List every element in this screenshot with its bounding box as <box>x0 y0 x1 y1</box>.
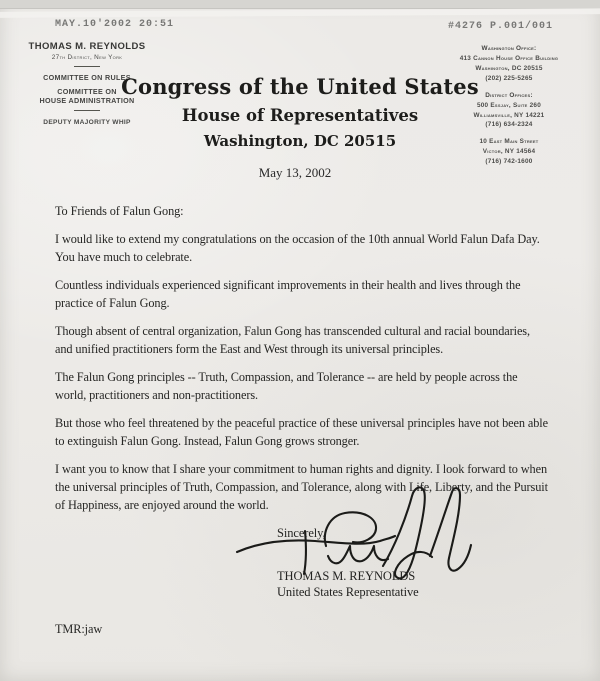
letter-body <box>55 202 549 638</box>
address-line: 413 Cannon House Office Building <box>459 54 559 62</box>
district-office-2-block <box>428 137 590 167</box>
address-line: Washington, DC 20515 <box>475 64 543 72</box>
member-name: THOMAS M. REYNOLDS <box>28 41 146 52</box>
paragraph: I would like to extend my congratulations on the occasion of the 10th annual World Falun Dafa Day. You have much to celebrate. <box>55 232 540 264</box>
paragraph: The Falun Gong principles -- Truth, Compassion, and Tolerance -- are held by people across the world, practitioners and non-practitioners. <box>55 370 518 402</box>
district-offices-label: District Offices: <box>485 91 533 99</box>
congress-title: Congress of the United States <box>121 74 479 99</box>
fax-page-info: #4276 P.001/001 <box>448 21 554 32</box>
phone-line: (202) 225-5265 <box>485 74 533 82</box>
letter-date: May 13, 2002 <box>258 165 332 180</box>
paragraph: Though absent of central organization, Falun Gong has transcended cultural and racial boundaries, and unified practitioners form the East and West through its universal principles. <box>55 324 530 356</box>
phone-line: (716) 634-2324 <box>485 121 533 129</box>
valediction: Sincerely, <box>277 526 326 540</box>
address-line: 500 Essjay, Suite 260 <box>476 101 542 109</box>
divider-rule <box>74 66 100 67</box>
address-line: Victor, NY 14564 <box>482 148 536 156</box>
paragraph: Countless individuals experienced significant improvements in their health and lives through the practice of Falun Gong. <box>55 278 521 310</box>
signer-title: United States Representative <box>277 585 419 599</box>
closing-block <box>277 524 549 600</box>
washington-office-block <box>428 44 590 84</box>
committee-line-2: HOUSE ADMINISTRATION <box>39 96 135 105</box>
scan-top-edge <box>0 0 600 9</box>
paper-top-edge <box>0 8 600 18</box>
paragraph: I want you to know that I share your commitment to human rights and dignity. I look forward to when the universal principles of Truth, Compassion, and Tolerance, along with Life, Liberty, and the Pursuit of Happiness, are enjoyed around the world. <box>55 462 548 512</box>
member-role: DEPUTY MAJORITY WHIP <box>43 119 131 126</box>
member-district: 27th District, New York <box>51 54 123 61</box>
phone-line: (716) 742-1600 <box>485 158 533 166</box>
washington-dc-line: Washington, DC 20515 <box>203 132 397 150</box>
committee-line-1: COMMITTEE ON <box>57 87 117 96</box>
signer-block <box>277 568 549 600</box>
washington-office-label: Washington Office: <box>481 45 537 52</box>
address-line: 10 East Main Street <box>479 138 539 146</box>
letterhead-center <box>120 74 480 150</box>
district-office-1-block <box>428 91 590 131</box>
paragraph: But those who feel threatened by the peaceful practice of these universal principles have not been able to extinguish Falun Gong. Instead, Falun Gong grows stronger. <box>55 416 548 448</box>
house-title: House of Representatives <box>181 106 419 125</box>
address-line: Williamsville, NY 14221 <box>473 111 545 119</box>
committee-rules: COMMITTEE ON RULES <box>43 73 131 82</box>
reference-initials: TMR:jaw <box>55 622 103 636</box>
salutation: To Friends of Falun Gong: <box>55 204 184 218</box>
fax-timestamp: MAY.10'2002 20:51 <box>55 19 175 30</box>
signer-name: THOMAS M. REYNOLDS <box>277 569 416 583</box>
letterhead-right-column <box>428 44 590 174</box>
divider-rule <box>74 110 100 111</box>
